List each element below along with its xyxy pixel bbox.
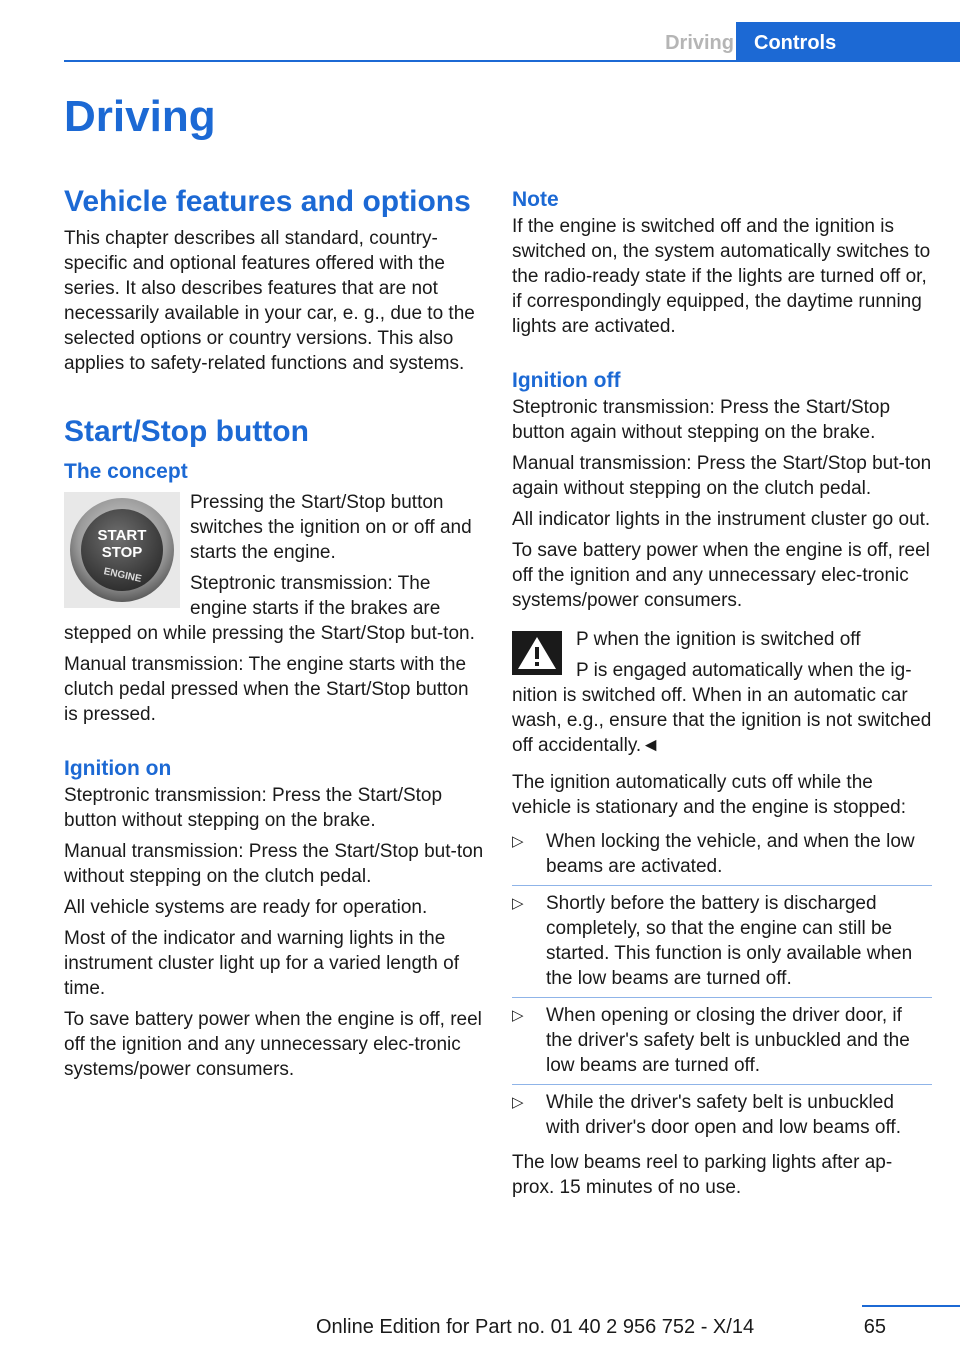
ignition-on-text-4: Most of the indicator and warning lights in the instrument cluster light up for a varied length of time. [64,928,459,999]
warning-block [512,627,932,758]
bullet-triangle-icon: ▷ [512,895,524,912]
heading-ignition-off: Ignition off [512,369,621,392]
ignition-off-text-2: Manual transmission: Press the Start/Stop but-ton again without stepping on the clutch pedal. [512,453,932,499]
heading-ignition-on: Ignition on [64,757,172,780]
list-item-text: Shortly before the battery is discharged completely, so that the engine can still be started. This function is only available when the low beams are turned off. [546,893,913,989]
ignition-on-text-1: Steptronic transmission: Press the Start/Stop button without stepping on the brake. [64,785,443,831]
left-column [64,182,484,1082]
note-text: If the engine is switched off and the ignition is switched on, the system automatically switches to the radio-ready state if the lights are turned off or, if correspondingly equipped, the daytime running lights are activated. [512,216,931,337]
list-item [512,885,932,997]
edition-footer: Online Edition for Part no. 01 40 2 956 752 - X/14 [316,1316,755,1338]
bullet-triangle-icon: ▷ [512,1094,524,1111]
heading-note: Note [512,188,559,211]
start-stop-button-image [64,492,180,608]
ignition-on-text-2: Manual transmission: Press the Start/Stop but-ton without stepping on the clutch pedal. [64,841,484,887]
ignition-off-text-1: Steptronic transmission: Press the Start/Stop button again without stepping on the brake. [512,397,891,443]
chapter-tab[interactable]: Controls [736,22,960,62]
ignition-on-text-3: All vehicle systems are ready for operation. [64,897,428,918]
right-column [512,186,932,1200]
ignition-off-text-3: All indicator lights in the instrument cluster go out. [512,509,931,530]
concept-text-2: Steptronic transmission: The engine starts if the brakes are stepped on while pressing the Start/Stop but-ton. [64,573,475,644]
list-item [512,997,932,1084]
footer-rule [862,1305,960,1307]
section-tab[interactable]: Driving [665,32,734,54]
heading-start-stop: Start/Stop button [64,415,309,448]
button-label-engine: ENGINE [102,566,143,585]
warning-title: P when the ignition is switched off [576,629,861,650]
button-label-start: START [97,527,147,544]
bullet-triangle-icon: ▷ [512,1007,524,1024]
ignition-on-text-5: To save battery power when the engine is off, reel off the ignition and any unnecessary elec-tronic systems/power consumers. [64,1009,482,1080]
auto-off-intro: The ignition automatically cuts off while the vehicle is stationary and the engine is stopped: [512,772,906,818]
warning-text: P is engaged automatically when the ig-nition is switched off. When in an automatic car wash, e.g., ensure that the ignition is not switched off accidentally.◄ [512,660,932,756]
list-item-text: When opening or closing the driver door, if the driver's safety belt is unbuckled and the low beams are turned off. [546,1005,910,1076]
ignition-off-text-4: To save battery power when the engine is off, reel off the ignition and any unnecessary elec-tronic systems/power consumers. [512,540,930,611]
warning-icon [512,631,562,675]
heading-concept: The concept [64,460,188,483]
bullet-triangle-icon: ▷ [512,833,524,850]
page-number: 65 [863,1316,886,1338]
heading-vehicle-features: Vehicle features and options [64,185,471,218]
list-item-text: When locking the vehicle, and when the low beams are activated. [546,831,915,877]
list-item [512,1084,932,1146]
start-stop-button-icon [64,492,180,608]
concept-text-1: Pressing the Start/Stop button switches the ignition on or off and starts the engine. [190,492,472,563]
closing-text: The low beams reel to parking lights after ap-prox. 15 minutes of no use. [512,1152,893,1198]
vehicle-features-text: This chapter describes all standard, country-specific and optional features offered with the series. It also describes features that are not necessarily available in your car, e. g., due to the selected options or country versions. This also applies to safety-related functions and systems. [64,228,475,374]
button-label-stop: STOP [101,544,143,561]
page-title: Driving [64,92,216,141]
list-item-text: While the driver's safety belt is unbuckled with driver's door open and low beams off. [546,1092,901,1138]
auto-off-list [512,824,932,1146]
list-item [512,824,932,885]
concept-text-3: Manual transmission: The engine starts with the clutch pedal pressed when the Start/Stop button is pressed. [64,654,469,725]
